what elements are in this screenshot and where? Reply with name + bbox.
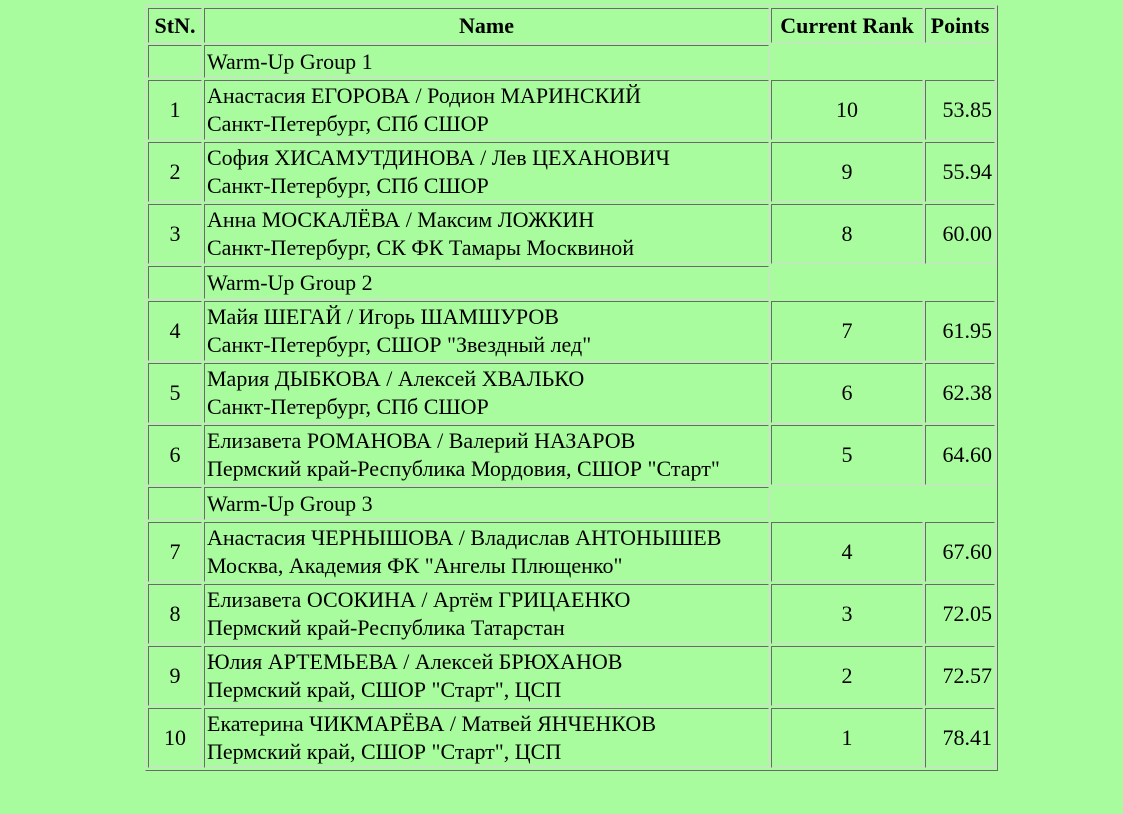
table-row [148,522,995,582]
skater-club: Москва, Академия ФК "Ангелы Плющенко" [207,553,623,578]
skater-club: Санкт-Петербург, СПб СШОР [207,173,489,198]
points: 78.41 [925,708,995,768]
table-row [148,584,995,644]
start-number: 6 [148,425,202,485]
points: 60.00 [925,204,995,264]
current-rank: 2 [771,646,923,706]
skater-club: Санкт-Петербург, СК ФК Тамары Москвиной [207,235,635,260]
table-row [148,425,995,485]
points: 64.60 [925,425,995,485]
points: 72.05 [925,584,995,644]
points: 67.60 [925,522,995,582]
start-number: 4 [148,301,202,361]
skater-names: Елизавета ОСОКИНА / Артём ГРИЦАЕНКО [207,587,631,612]
table-row [148,301,995,361]
warm-up-group-row [148,266,995,299]
skater-cell [204,584,769,644]
skater-club: Санкт-Петербург, СПб СШОР [207,394,489,419]
points: 61.95 [925,301,995,361]
skater-names: Анастасия ЕГОРОВА / Родион МАРИНСКИЙ [207,83,642,108]
warm-up-group-row [148,45,995,78]
skater-names: Майя ШЕГАЙ / Игорь ШАМШУРОВ [207,304,559,329]
start-number: 2 [148,142,202,202]
skater-cell [204,708,769,768]
current-rank: 3 [771,584,923,644]
skater-club: Пермский край-Республика Мордовия, СШОР "Старт" [207,456,720,481]
group-stn-empty [148,266,202,299]
table-row [148,80,995,140]
current-rank: 1 [771,708,923,768]
skater-cell [204,425,769,485]
table-body [148,45,995,768]
current-rank: 8 [771,204,923,264]
skater-names: Анастасия ЧЕРНЫШОВА / Владислав АНТОНЫШЕВ [207,525,722,550]
group-blank [771,266,995,299]
header-current-rank: Current Rank [771,8,923,43]
standings-table [145,5,998,771]
table-row [148,142,995,202]
points: 53.85 [925,80,995,140]
skater-cell [204,80,769,140]
table-row [148,363,995,423]
warm-up-group-label: Warm-Up Group 3 [204,487,769,520]
skater-names: Екатерина ЧИКМАРЁВА / Матвей ЯНЧЕНКОВ [207,711,656,736]
start-number: 8 [148,584,202,644]
start-number: 9 [148,646,202,706]
points: 62.38 [925,363,995,423]
points: 55.94 [925,142,995,202]
current-rank: 4 [771,522,923,582]
table-row [148,646,995,706]
skater-cell [204,363,769,423]
start-number: 10 [148,708,202,768]
skater-club: Санкт-Петербург, СШОР "Звездный лед" [207,332,592,357]
current-rank: 9 [771,142,923,202]
skater-cell [204,204,769,264]
skater-club: Санкт-Петербург, СПб СШОР [207,111,489,136]
skater-club: Пермский край, СШОР "Старт", ЦСП [207,677,562,702]
skater-names: Елизавета РОМАНОВА / Валерий НАЗАРОВ [207,428,636,453]
points: 72.57 [925,646,995,706]
skater-names: Мария ДЫБКОВА / Алексей ХВАЛЬКО [207,366,585,391]
group-blank [771,45,995,78]
group-stn-empty [148,45,202,78]
start-number: 1 [148,80,202,140]
skater-cell [204,522,769,582]
table-row [148,708,995,768]
table-row [148,204,995,264]
warm-up-group-label: Warm-Up Group 2 [204,266,769,299]
skater-cell [204,301,769,361]
current-rank: 10 [771,80,923,140]
skater-cell [204,646,769,706]
skater-cell [204,142,769,202]
group-stn-empty [148,487,202,520]
start-number: 5 [148,363,202,423]
skater-names: София ХИСАМУТДИНОВА / Лев ЦЕХАНОВИЧ [207,145,670,170]
header-points: Points [925,8,995,43]
warm-up-group-row [148,487,995,520]
current-rank: 6 [771,363,923,423]
warm-up-group-label: Warm-Up Group 1 [204,45,769,78]
skater-names: Юлия АРТЕМЬЕВА / Алексей БРЮХАНОВ [207,649,623,674]
header-row [148,8,995,43]
start-number: 3 [148,204,202,264]
header-name: Name [204,8,769,43]
skater-club: Пермский край, СШОР "Старт", ЦСП [207,739,562,764]
header-stn: StN. [148,8,202,43]
group-blank [771,487,995,520]
skater-club: Пермский край-Республика Татарстан [207,615,565,640]
current-rank: 5 [771,425,923,485]
start-number: 7 [148,522,202,582]
skater-names: Анна МОСКАЛЁВА / Максим ЛОЖКИН [207,207,595,232]
current-rank: 7 [771,301,923,361]
